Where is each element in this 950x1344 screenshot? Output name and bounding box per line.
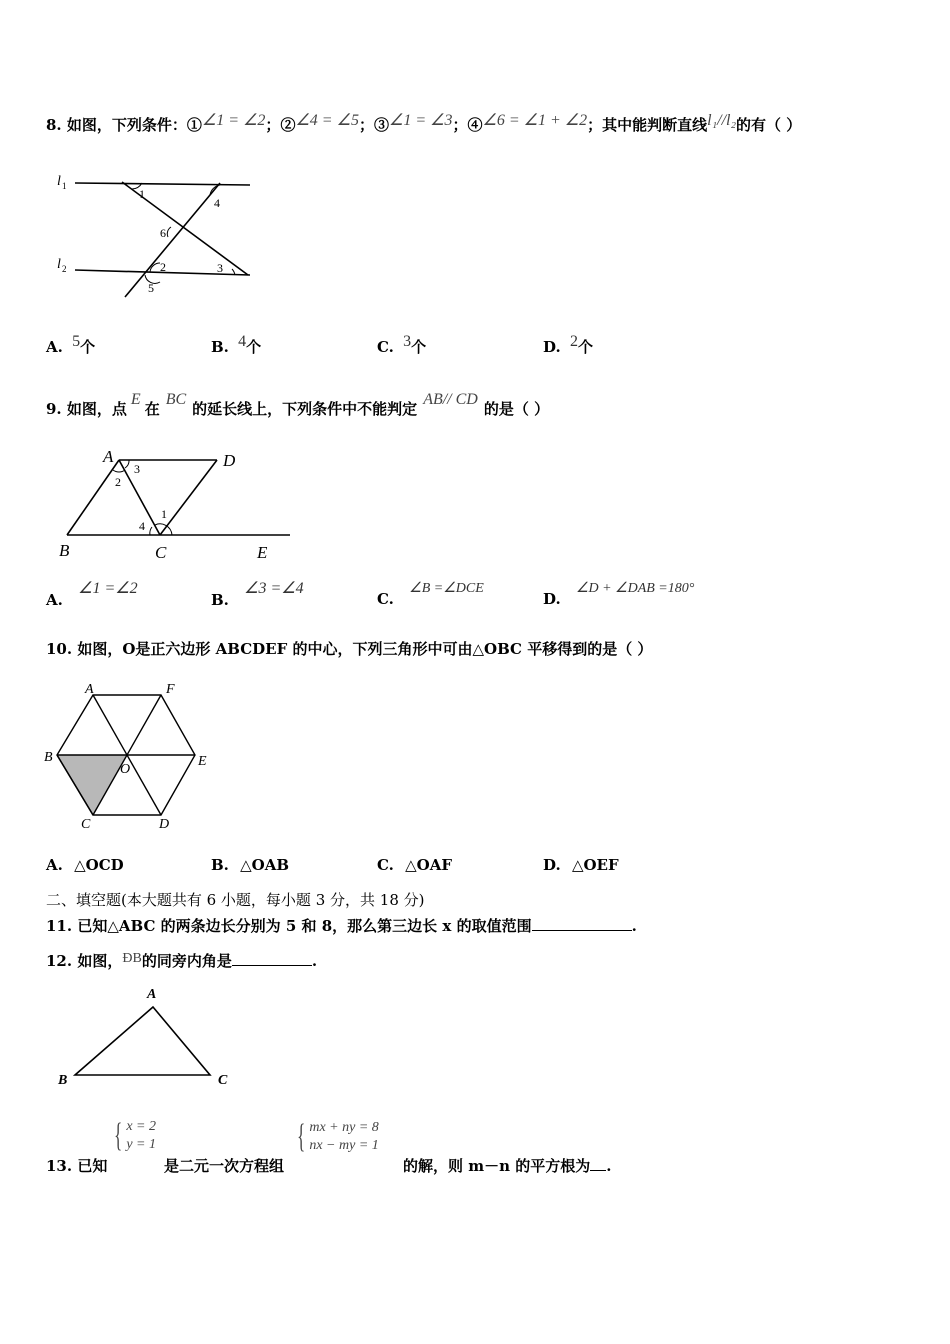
vertex-a: A bbox=[103, 447, 114, 466]
question-number: 9. bbox=[46, 400, 62, 418]
q12-triangle-figure bbox=[50, 980, 240, 1095]
q8-option-c[interactable]: C. 3个 bbox=[377, 333, 427, 356]
label-l1: l bbox=[57, 174, 61, 189]
angle-b: ÐB bbox=[122, 951, 142, 966]
left-brace: { bbox=[297, 1118, 306, 1155]
vertex-b: B bbox=[44, 750, 53, 765]
vertex-e: E bbox=[198, 754, 207, 769]
angle-3-label: 3 bbox=[217, 261, 223, 275]
left-brace: { bbox=[114, 1117, 123, 1154]
center-o: O bbox=[120, 762, 131, 777]
vertex-a: A bbox=[85, 682, 94, 697]
angle-5-label: 5 bbox=[148, 281, 154, 295]
segment-ab bbox=[67, 460, 119, 535]
question-8-stem: 8. 如图，下列条件：①∠1 = ∠2；②∠4 = ∠5；③∠1 = ∠3；④∠6 = ∠1 + ∠2；其中能判断直线l₁//l₂的有（ ） bbox=[46, 112, 802, 134]
answer-blank[interactable] bbox=[590, 1156, 606, 1171]
q10-option-b[interactable]: B. △OAB bbox=[211, 856, 290, 874]
q8-figure bbox=[50, 165, 260, 300]
q8-option-a[interactable]: A. 5个 bbox=[46, 333, 96, 356]
segment-dc bbox=[160, 460, 217, 535]
section-2-title: 二、填空题(本大题共有 6 小题，每小题 3 分，共 18 分) bbox=[46, 891, 425, 909]
question-13-middle: 是二元一次方程组 bbox=[164, 1157, 285, 1175]
label-l2: l bbox=[57, 257, 61, 272]
angle-2-label: 2 bbox=[160, 260, 166, 274]
question-12-stem: 12. 如图，ÐB的同旁内角是 . bbox=[46, 951, 318, 970]
q9-option-d[interactable]: D. ∠D + ∠DAB =180° bbox=[543, 581, 695, 608]
point-e: E bbox=[130, 391, 141, 408]
question-number: 8. bbox=[46, 116, 62, 134]
question-number: 11. bbox=[46, 917, 73, 935]
question-11-stem: 11. 已知△ABC 的两条边长分别为 5 和 8，那么第三边长 x 的取值范围 . bbox=[46, 917, 637, 935]
condition-1: ∠1 = ∠2 bbox=[201, 112, 266, 129]
vertex-b: B bbox=[58, 1073, 68, 1088]
vertex-c: C bbox=[155, 543, 167, 562]
question-number: 12. bbox=[46, 952, 73, 970]
angle-3-label: 3 bbox=[134, 462, 140, 476]
q10-option-d[interactable]: D. △OEF bbox=[543, 856, 619, 874]
q9-option-a[interactable]: A. ∠1 =∠2 bbox=[46, 580, 138, 609]
angle-1-label: 1 bbox=[139, 187, 145, 201]
q9-option-c[interactable]: C. ∠B =∠DCE bbox=[377, 581, 484, 608]
question-13-number: 13. 已知 bbox=[46, 1157, 108, 1175]
q8-option-d[interactable]: D. 2个 bbox=[543, 333, 593, 356]
vertex-c: C bbox=[81, 817, 91, 832]
vertex-d: D bbox=[159, 817, 170, 832]
vertex-a: A bbox=[147, 987, 157, 1002]
q9-figure bbox=[55, 442, 300, 567]
line-l1 bbox=[75, 183, 250, 185]
q8-option-b[interactable]: B. 4个 bbox=[211, 333, 262, 356]
question-13-end: 的解，则 m－n 的平方根为 . bbox=[403, 1157, 612, 1175]
svg-text:1: 1 bbox=[62, 181, 67, 191]
parallel-condition: AB// CD bbox=[423, 391, 478, 408]
segment-bc: BC bbox=[165, 391, 187, 408]
solution-system: { x = 2 y = 1 bbox=[114, 1117, 156, 1154]
q9-option-b[interactable]: B. ∠3 =∠4 bbox=[211, 580, 304, 609]
condition-2: ∠4 = ∠5 bbox=[295, 112, 359, 129]
triangle-abc bbox=[75, 1007, 210, 1075]
angle-6-label: 6 bbox=[160, 226, 166, 240]
question-number: 10. bbox=[46, 640, 73, 658]
shaded-triangle-obc bbox=[57, 755, 127, 815]
equation-system: { mx + ny = 8 nx − my = 1 bbox=[297, 1118, 379, 1155]
answer-blank[interactable] bbox=[532, 916, 632, 931]
question-9-stem: 9. 如图，点E在BC的延长线上，下列条件中不能判定AB// CD的是（ ） bbox=[46, 391, 550, 418]
question-10-stem: 10. 如图，O是正六边形 ABCDEF 的中心，下列三角形中可由△OBC 平移得到的是（ ） bbox=[46, 640, 653, 658]
condition-4: ∠6 = ∠1 + ∠2 bbox=[482, 112, 588, 129]
angle-4-label: 4 bbox=[214, 196, 220, 210]
q10-hexagon-figure bbox=[40, 678, 220, 833]
q10-option-a[interactable]: A. △OCD bbox=[46, 856, 124, 874]
vertex-d: D bbox=[223, 451, 236, 470]
vertex-e: E bbox=[257, 543, 268, 562]
condition-3: ∠1 = ∠3 bbox=[388, 112, 453, 129]
lines-parallel: l₁//l₂ bbox=[707, 112, 737, 129]
svg-text:2: 2 bbox=[62, 264, 67, 274]
vertex-b: B bbox=[59, 541, 70, 560]
vertex-c: C bbox=[218, 1073, 228, 1088]
q10-option-c[interactable]: C. △OAF bbox=[377, 856, 453, 874]
angle-4-label: 4 bbox=[139, 519, 145, 533]
vertex-f: F bbox=[166, 682, 175, 697]
angle-1-label: 1 bbox=[161, 507, 167, 521]
answer-blank[interactable] bbox=[232, 951, 312, 966]
angle-2-label: 2 bbox=[115, 475, 121, 489]
